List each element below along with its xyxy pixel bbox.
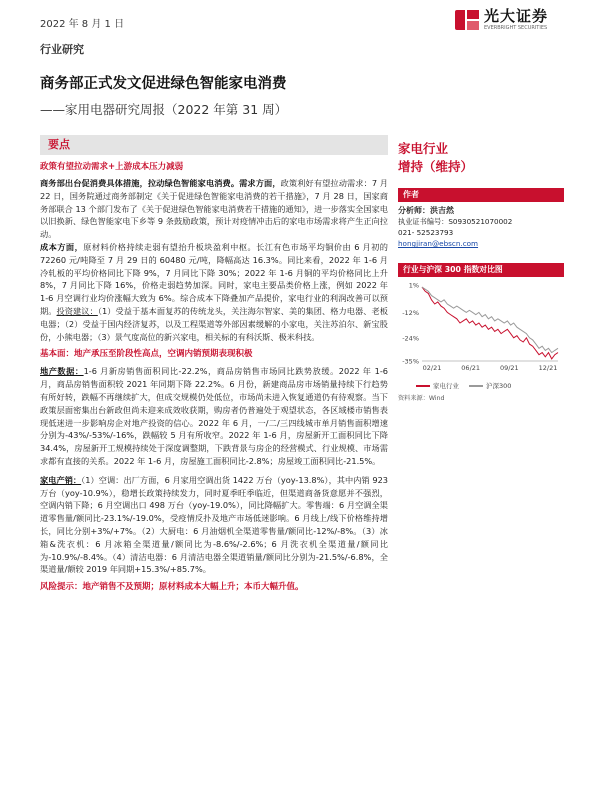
- legend-item-industry: 家电行业: [416, 381, 459, 390]
- analyst-phone: 021- 52523793: [398, 228, 454, 237]
- series-line-hs300: [422, 287, 558, 353]
- author-bar: 作者: [398, 188, 564, 202]
- sidebar: [398, 140, 564, 402]
- section-heading-policy: 政策有望拉动需求+上游成本压力减弱: [40, 162, 184, 172]
- report-title: 商务部正式发文促进绿色智能家电消费: [40, 76, 287, 92]
- report-date: 2022 年 8 月 1 日: [40, 19, 125, 30]
- analyst-name: 分析师：洪吉然: [398, 206, 454, 215]
- x-tick-label: 06/21: [461, 364, 481, 372]
- analyst-info: [398, 205, 564, 249]
- paragraph-cost: 成本方面，原材料价格持续走弱有望抬升板块盈利中枢。长江有色市场平均铜价由 6 月初的 72260 元/吨降至 7 月 29 日的 60480 元/吨，降幅高达 16.3%。同比来看，2022 年 1-6 月冷轧板的平均价格同比下降 9%，7 月同比下降 30%；2022 年 1-6 月铜的平均价格同比上升 8%，7 月同比下降 16%，价格走弱趋势加深。同时，家电主要品类价格上涨，例如 2022 年 1-6 月空调行业均价涨幅大致为 6%。综合成本下降叠加产品提价，家电行业的利润改善可以预期。投资建议：（1）受益于基本面复苏的传统龙头，关注海尔智家、美的集团、格力电器、老板电器；（2）受益于国内经济复苏，以及工程渠道等外部因素缓解的小家电，关注苏泊尔、新宝股份，小熊电器；（3）景气度高位的新兴家电，相关标的有科沃斯、极米科技。: [40, 241, 388, 342]
- chart-title-bar: 行业与沪深 300 指数对比图: [398, 263, 564, 277]
- x-tick-label: 12/21: [538, 364, 558, 372]
- analyst-email[interactable]: hongjiran@ebscn.com: [398, 239, 479, 248]
- logo-name-cn: 光大证券: [484, 7, 549, 25]
- paragraph-demand: 商务部出台促消费具体措施，拉动绿色智能家电消费。需求方面，政策利好有望拉动需求：7 月 22 日，国务院通过商务部制定《关于促进绿色智能家电消费的若干措施》，7 月 28 日，国家商务部联合 13 个部门发布了《关于促进绿色智能家电消费若干措施的通知》，进一步落实全国家电以旧换新、绿色智能家电下乡等 9 条鼓励政策，预计对疫情冲击后的家电市场需求将产生正向拉动。: [40, 178, 388, 240]
- y-tick-label: -24%: [402, 334, 419, 343]
- paragraph-appliance: 家电产销：（1）空调：出厂方面，6 月家用空调出货 1422 万台（yoy-13.8%），其中内销 923 万台（yoy-10.9%），稳增长政策持续发力，同时夏季旺季临近，但渠道商备货意愿并不强烈，空调内销下降；6 月空调出口 498 万台（yoy-19.0%），同比降幅扩大。零售端：6 月空调全渠道零售量/额同比-23.1%/-19.0%，受疫情反扑及地产市场低迷影响。6 月线上/线下价格维持增长，同比分别+3%/+7%。（2）大厨电：6 月油烟机全渠道零售量/额同比-12%/-8%。（3）冰箱&洗衣机：6 月冰箱全渠道量/额同比为-8.6%/-2.6%；6 月洗衣机全渠道量/额同比为-10.9%/-8.4%。（4）清洁电器：6 月清洁电器全渠道销量/额同比分别为-21.5%/-6.8%，全渠道量/额较 2019 年同期+15.3%/+85.7%。: [40, 474, 388, 575]
- risk-warning: 风险提示：地产销售不及预期；原材料成本大幅上升；本币大幅升值。: [40, 582, 304, 593]
- chart-source: 资料来源：Wind: [398, 395, 445, 402]
- chart-legend: [398, 381, 564, 390]
- x-tick-label: 09/21: [499, 364, 519, 372]
- index-comparison-chart: [398, 277, 564, 377]
- logo-icon: [455, 8, 479, 32]
- y-tick-label: -35%: [402, 357, 419, 366]
- industry-name: 家电行业: [398, 141, 449, 156]
- company-logo: [455, 3, 565, 37]
- y-tick-label: 1%: [408, 281, 419, 290]
- report-category: 行业研究: [40, 43, 84, 56]
- paragraph-property: 地产数据：1-6 月新房销售面积同比-22.2%，商品房销售市场同比跌势放缓。2022 年 1-6 月，商品房销售面积较 2021 年同期下降 22.2%。6 月份，新建商品房市场销量持续下行趋势有所好转，跌幅不再继续扩大，但成交规模仍处低位，市场尚未进入恢复通道仍有待观察。当下政策层面密集出台新政但尚未迎来成效收获期，购房者仍普遍处于观望状态，各区域楼市销售表现低迷进一步影响房企对地产投资的信心。2022 年 6 月，一/二/三四线城市单月销售面积增速分别为-43%/-53%/-16%，跌幅较 5 月有所收窄。2022 年 1-6 月，房屋新开工面积同比下降 34.4%，房屋新开工规模持续处于深度调整期，下跌背景与房企的经营模式、行业规模、市场需求都有直接的关系。2022 年 1-6 月，房屋施工面积同比-2.8%；房屋竣工面积同比-21.5%。: [40, 366, 388, 466]
- x-tick-label: 02/21: [422, 364, 442, 372]
- analyst-license: 执业证书编号：S0930521070002: [398, 217, 513, 226]
- logo-name-en: EVERBRIGHT SECURITIES: [484, 25, 548, 31]
- legend-item-hs300: 沪深300: [469, 381, 511, 390]
- industry-rating: 增持（维持）: [398, 159, 474, 174]
- y-tick-label: -12%: [402, 308, 419, 317]
- section-heading-fundamentals: 基本面：地产承压至阶段性高点，空调内销预期表现积极: [40, 349, 253, 360]
- series-line-industry: [422, 287, 558, 359]
- main-column: [40, 135, 388, 594]
- key-points-bar: 要点: [40, 135, 388, 155]
- report-subtitle: ——家用电器研究周报（2022 年第 31 周）: [40, 102, 288, 117]
